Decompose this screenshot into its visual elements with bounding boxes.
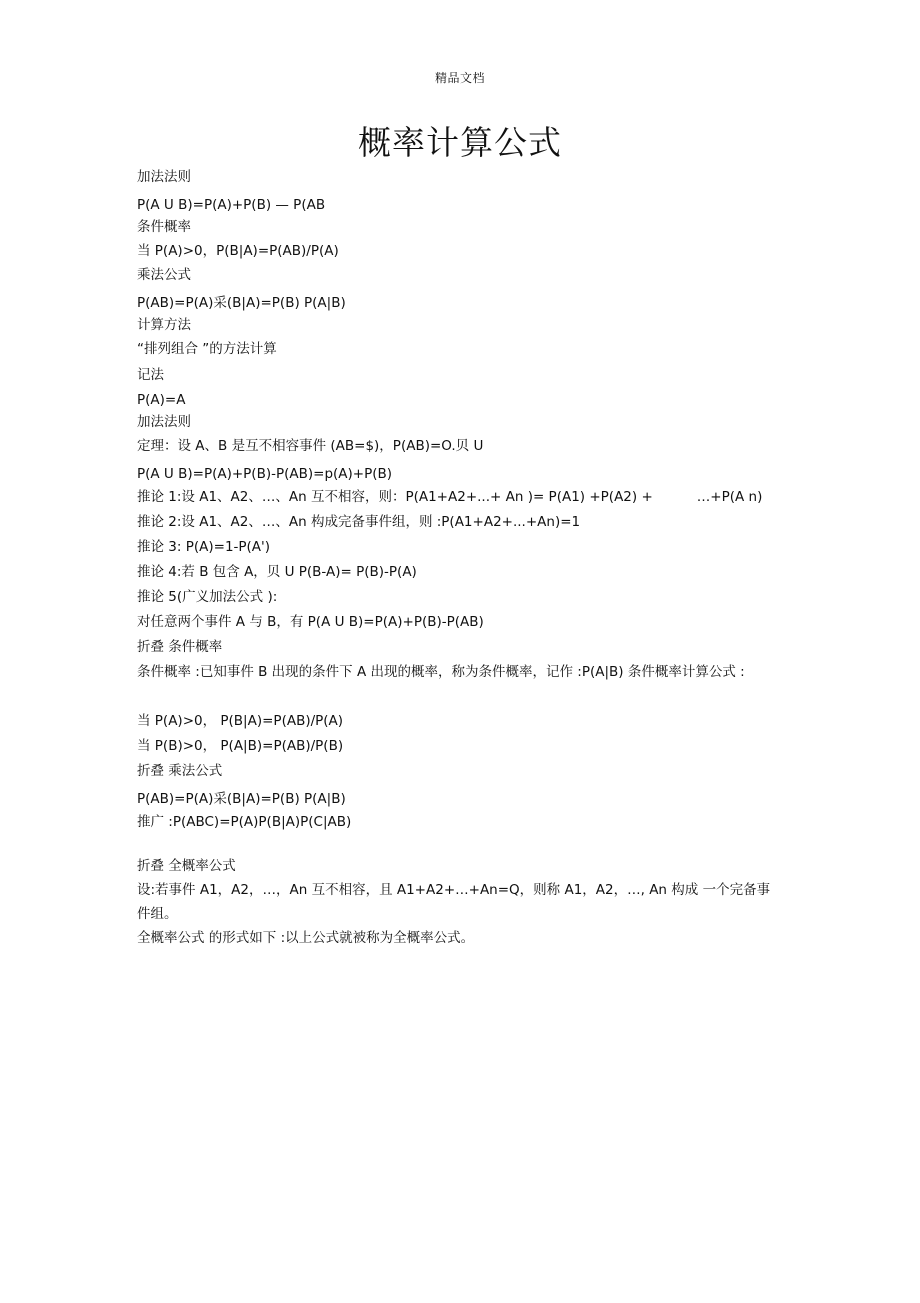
corollary-1-text: 推论 1:设 A1、A2、…、An 互不相容，则：P(A1+A2+...+ An )= P(A1) +P(A2) + xyxy=(137,489,653,505)
heading-conditional-probability: 条件概率 xyxy=(137,219,191,235)
heading-notation: 记法 xyxy=(137,367,164,383)
formula-line: 当 P(A)>0， P(B|A)=P(AB)/P(A) xyxy=(137,713,344,729)
page-title: 概率计算公式 xyxy=(358,123,562,162)
formula-line: 对任意两个事件 A 与 B，有 P(A U B)=P(A)+P(B)-P(AB) xyxy=(137,614,484,630)
section-total-probability: 折叠 全概率公式 xyxy=(137,858,236,874)
corollary-3: 推论 3: P(A)=1-P(A') xyxy=(137,539,271,555)
theorem-line: 定理：设 A、B 是互不相容事件 (AB=$)，P(AB)=O.贝 U xyxy=(137,438,484,454)
formula-line: P(AB)=P(A)采(B|A)=P(B) P(A|B) xyxy=(137,295,346,311)
definition-paragraph: 设:若事件 A1，A2，…，An 互不相容，且 A1+A2+…+An=Q，则称 A1，A2，…, An 构成 一个完备事件组。 xyxy=(137,882,771,922)
formula-line: 推广 :P(ABC)=P(A)P(B|A)P(C|AB) xyxy=(137,814,352,830)
heading-multiplication-formula: 乘法公式 xyxy=(137,267,191,283)
formula-line: P(A U B)=P(A)+P(B) — P(AB xyxy=(137,197,326,213)
formula-line: P(A)=A xyxy=(137,392,186,408)
heading-calculation-method: 计算方法 xyxy=(137,317,191,333)
section-conditional-probability: 折叠 条件概率 xyxy=(137,639,223,655)
formula-line: P(AB)=P(A)采(B|A)=P(B) P(A|B) xyxy=(137,791,346,807)
corollary-2: 推论 2:设 A1、A2、…、An 构成完备事件组，则 :P(A1+A2+...+An)=1 xyxy=(137,514,581,530)
formula-line: 当 P(A)>0，P(B|A)=P(AB)/P(A) xyxy=(137,243,339,259)
corollary-4: 推论 4:若 B 包含 A，贝 U P(B-A)= P(B)-P(A) xyxy=(137,564,417,580)
formula-line: P(A U B)=P(A)+P(B)-P(AB)=p(A)+P(B) xyxy=(137,466,393,482)
corollary-5: 推论 5(广义加法公式 ): xyxy=(137,589,278,605)
page-header: 精品文档 xyxy=(434,71,485,85)
corollary-1-tail: …+P(A n) xyxy=(696,489,763,505)
heading-addition-rule: 加法法则 xyxy=(137,169,191,185)
section-multiplication-formula: 折叠 乘法公式 xyxy=(137,763,223,779)
definition-paragraph: 条件概率 :已知事件 B 出现的条件下 A 出现的概率，称为条件概率，记作 :P(A|B) 条件概率计算公式 : xyxy=(137,664,745,680)
text-line: 全概率公式 的形式如下 :以上公式就被称为全概率公式。 xyxy=(137,930,475,946)
formula-line: 当 P(B)>0， P(A|B)=P(AB)/P(B) xyxy=(137,738,344,754)
corollary-1 xyxy=(137,489,762,505)
text-line: “排列组合 ”的方法计算 xyxy=(137,341,277,357)
heading-addition-rule: 加法法则 xyxy=(137,414,191,430)
